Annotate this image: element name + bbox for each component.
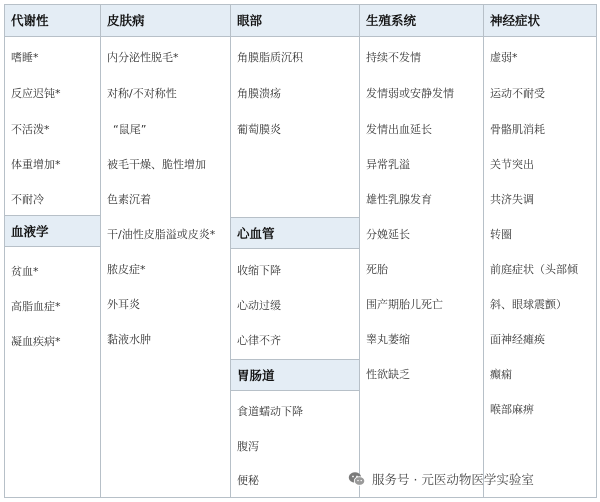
list-item: 斜、眼球震颤） (490, 298, 567, 311)
section-header-cardiovascular: 心血管 (231, 217, 359, 249)
column-ocular-cardio-gi (230, 4, 360, 498)
list-item: “鼠尾” (113, 123, 147, 136)
column-reproductive (359, 4, 484, 498)
list-item: 转圈 (490, 228, 512, 241)
section-header-neurological: 神经症状 (484, 5, 596, 37)
list-item: 心律不齐 (237, 334, 281, 347)
section-header-metabolic: 代谢性 (5, 5, 100, 37)
section-header-hematology: 血液学 (5, 215, 100, 247)
list-item: 被毛干燥、脆性增加 (107, 158, 206, 171)
column-neurological (483, 4, 597, 498)
list-item: 雄性乳腺发育 (366, 193, 432, 206)
list-item: 性欲缺乏 (366, 368, 410, 381)
list-item: 面神经瘫痪 (490, 333, 545, 346)
list-item: 发情弱或安静发情 (366, 87, 454, 100)
list-item: 虚弱* (490, 51, 518, 64)
list-item: 共济失调 (490, 193, 534, 206)
section-header-ocular: 眼部 (231, 5, 359, 37)
column-metabolic-hematology (4, 4, 101, 498)
section-header-gastrointestinal: 胃肠道 (231, 359, 359, 391)
list-item: 角膜溃疡 (237, 87, 281, 100)
list-item: 运动不耐受 (490, 87, 545, 100)
list-item: 高脂血症* (11, 300, 61, 313)
list-item: 持续不发情 (366, 51, 421, 64)
list-item: 不耐冷 (11, 193, 44, 206)
list-item: 异常乳溢 (366, 158, 410, 171)
section-header-dermatology: 皮肤病 (101, 5, 230, 37)
list-item: 反应迟钝* (11, 87, 61, 100)
list-item: 内分泌性脱毛* (107, 51, 179, 64)
list-item: 贫血* (11, 265, 39, 278)
list-item: 葡萄膜炎 (237, 123, 281, 136)
list-item: 围产期胎儿死亡 (366, 298, 443, 311)
list-item: 干/油性皮脂溢或皮炎* (107, 228, 216, 241)
list-item: 腹泻 (237, 440, 259, 453)
list-item: 色素沉着 (107, 193, 151, 206)
list-item: 癫痫 (490, 368, 512, 381)
list-item: 脓皮症* (107, 263, 146, 276)
list-item: 关节突出 (490, 158, 534, 171)
section-header-reproductive: 生殖系统 (360, 5, 483, 37)
list-item: 喉部麻痹 (490, 403, 534, 416)
list-item: 发情出血延长 (366, 123, 432, 136)
list-item: 黏液水肿 (107, 333, 151, 346)
list-item: 体重增加* (11, 158, 61, 171)
list-item: 不活泼* (11, 123, 50, 136)
wechat-icon (348, 471, 366, 487)
list-item: 前庭症状（头部倾 (490, 263, 578, 276)
list-item: 心动过缓 (237, 299, 281, 312)
list-item: 凝血疾病* (11, 335, 61, 348)
list-item: 食道蠕动下降 (237, 405, 303, 418)
list-item: 收缩下降 (237, 264, 281, 277)
list-item: 便秘 (237, 474, 259, 487)
watermark-text: 服务号 · 元医动物医学实验室 (372, 472, 534, 487)
list-item: 角膜脂质沉积 (237, 51, 303, 64)
watermark (348, 470, 534, 488)
column-dermatology (100, 4, 231, 498)
list-item: 睾丸萎缩 (366, 333, 410, 346)
list-item: 对称/不对称性 (107, 87, 177, 100)
list-item: 嗜睡* (11, 51, 39, 64)
list-item: 外耳炎 (107, 298, 140, 311)
list-item: 骨骼肌消耗 (490, 123, 545, 136)
list-item: 死胎 (366, 263, 388, 276)
list-item: 分娩延长 (366, 228, 410, 241)
